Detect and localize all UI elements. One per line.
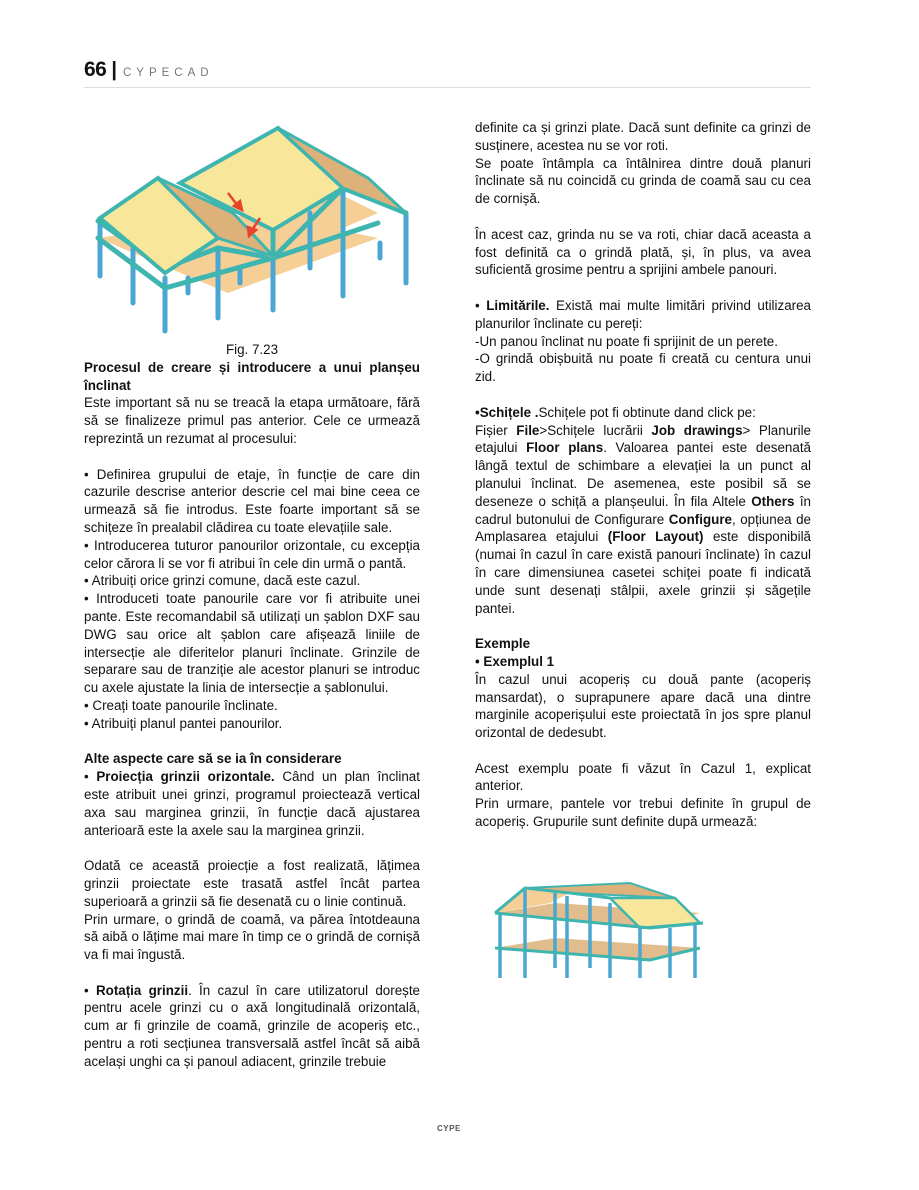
paragraph: În acest caz, grinda nu se va roti, chiar dacă aceasta a fost definită ca o grindă plată, și, în plus, va avea suficientă grosime pentru a sprijini ambele panouri. bbox=[475, 226, 811, 278]
paragraph: • Rotația grinzii. În cazul în care utilizatorul dorește pentru acele grinzi cu o axă longitudinală orizontală, cum ar fi grinzile de coamă, grinzile de acoperiș etc., pentru a roti secțiunea transversală astfel încât să aibă același unghi ca și panoul adiacent, grinzile trebuie bbox=[84, 982, 421, 1069]
paragraph: • Proiecția grinzii orizontale. Când un plan înclinat este atribuit unei grinzi, programul proiectează vertical axa sau marginea grinzii, în funcție dacă ajustarea anterioară este la axele sau la marginea grinzii. bbox=[84, 769, 420, 838]
paragraph: Prin urmare, o grindă de coamă, va părea întotdeauna să aibă o lățime mai mare în timp ce o grindă de cornișă va fi mai îngustă. bbox=[84, 911, 420, 963]
header-separator: | bbox=[111, 59, 117, 81]
list-item: • Introducerea tuturor panourilor orizontale, cu excepția celor cărora li se vor fi atribui în cele din urmă o pantă. bbox=[84, 537, 420, 571]
list-item: • Introduceti toate panourile care vor fi atribuite unei pante. Este recomandabil să utilizați un șablon DXF sau DWG sau orice alt șablon care afișează liniile de intersecție ale diferitelor planuri înclinate. Grinzile de separare sau de tranziție ale acestor planuri se introduc cu axele ajustate la linia de intersecție a șablonului. bbox=[84, 591, 420, 696]
paragraph: definite ca și grinzi plate. Dacă sunt definite ca grinzi de susținere, acestea nu se vor roti. bbox=[475, 120, 811, 153]
figure-sloped-roof-building bbox=[88, 118, 418, 338]
section-heading: • Exemplul 1 bbox=[475, 653, 555, 669]
paragraph: Este important să nu se treacă la etapa următoare, fără să se finalizeze primul pas anterior. Cele ce urmează reprezintă un rezumat al procesului: bbox=[84, 395, 420, 446]
left-column bbox=[84, 341, 420, 1071]
paragraph: -Un panou înclinat nu poate fi sprijinit de un perete. bbox=[475, 333, 778, 349]
list-item: • Atribuiți planul pantei panourilor. bbox=[84, 715, 283, 731]
header-rule bbox=[84, 87, 811, 88]
list-item: • Atribuiți orice grinzi comune, dacă este cazul. bbox=[84, 573, 361, 589]
page-header bbox=[84, 58, 214, 86]
section-heading: Alte aspecte care să se ia în considerare bbox=[84, 751, 342, 767]
section-heading: Procesul de creare și introducere a unui planșeu înclinat bbox=[84, 359, 420, 393]
paragraph: În cazul unui acoperiș cu două pante (acoperiș mansardat), o suprapunere apare dacă una dintre marginile acoperișului este proiectată în jos spre planul orizontal de dedesubt. bbox=[475, 671, 811, 741]
paragraph: Acest exemplu poate fi văzut în Cazul 1, explicat anterior. bbox=[475, 760, 811, 794]
right-column bbox=[475, 119, 811, 831]
figure-mansard-roof-building bbox=[485, 868, 715, 978]
list-item: • Definirea grupului de etaje, în funcție de care din cazurile descrise anterior descrie cel mai bine ceea ce urmează să fie introdus. Este foarte important să se schițeze în prealabil clădirea cu toate elevațiile sale. bbox=[84, 466, 420, 535]
figure-caption: Fig. 7.23 bbox=[225, 342, 279, 357]
list-item: • Creați toate panourile înclinate. bbox=[84, 697, 278, 713]
header-brand: CYPECAD bbox=[122, 67, 214, 79]
paragraph: •Schițele .Schițele pot fi obtinute dand click pe: bbox=[475, 404, 756, 420]
paragraph: -O grindă obișbuită nu poate fi creată cu centura unui zid. bbox=[475, 351, 811, 385]
paragraph: • Limitările. Există mai multe limitări privind utilizarea planurilor înclinate cu pereți: bbox=[475, 297, 811, 331]
paragraph: Odată ce această proiecție a fost realizată, lățimea grinzii proiectate este trasată astfel încât partea superioară a grinzii să fie desenată cu o linie continuă. bbox=[84, 858, 420, 909]
paragraph: Prin urmare, pantele vor trebui definite în grupul de acoperiș. Grupurile sunt definite după urmează: bbox=[475, 796, 811, 830]
paragraph: Fișier File>Schițele lucrării Job drawings> Planurile etajului Floor plans. Valoarea pantei este desenată lângă textul de schimbare a elevației la un punct al planului înclinat. De asemenea, este posibil să se deseneze o schiță a planșeului. În fila Altele Others în cadrul butonului de Configurare Configure, opțiunea de Amplasarea etajului (Floor Layout) este disponibilă (numai în cazul în care există panouri înclinate) în cazul în care dimensiunea casetei schiței poate fi indicată unde sunt desenați stâlpii, axele grinzii și săgețile pantei. bbox=[475, 422, 812, 616]
page-footer: CYPE bbox=[437, 1124, 461, 1133]
section-heading: Exemple bbox=[475, 636, 531, 652]
page-number: 66 bbox=[84, 58, 107, 81]
paragraph: Se poate întâmpla ca întâlnirea dintre două planuri înclinate să nu coincidă cu grinda de coamă sau cu cea de cornișă. bbox=[475, 155, 811, 207]
